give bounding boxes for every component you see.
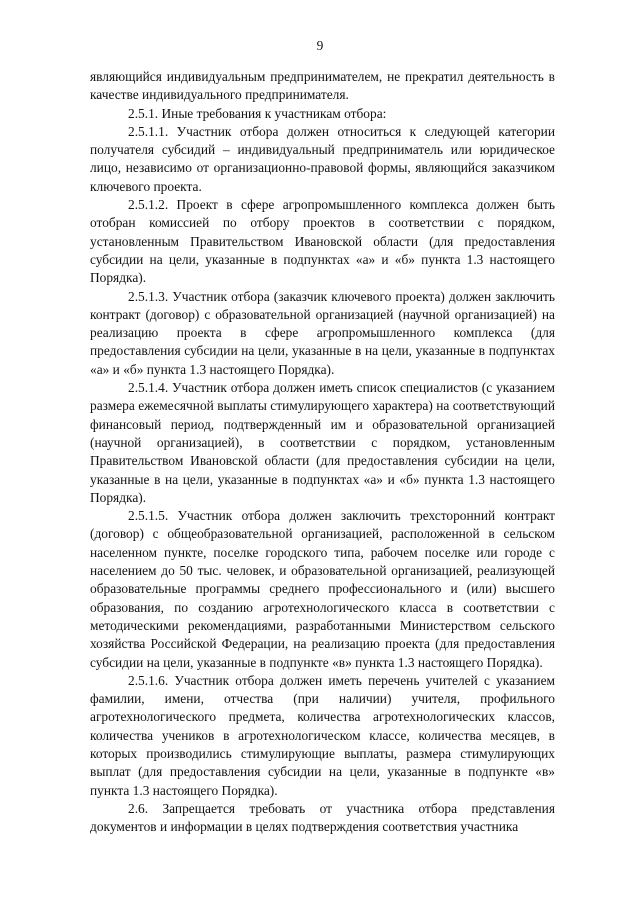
- paragraph-2-6: 2.6. Запрещается требовать от участника отбора представления документов и информации в целях подтверждения соответствия участника: [90, 800, 555, 835]
- paragraph-2-5-1-1: 2.5.1.1. Участник отбора должен относиться к следующей категории получателя субсидий – индивидуальный предприниматель или юридическое лицо, независимо от организационно-правовой формы, являющийся заказчиком ключевого проекта.: [90, 123, 555, 194]
- paragraph-2-5-1-2: 2.5.1.2. Проект в сфере агропромышленного комплекса должен быть отобран комиссией по отбору проектов в соответствии с порядком, установленным Правительством Ивановской области (для предоставления субсидии на цели, указанные в подпунктах «а» и «б» пункта 1.3 настоящего Порядка).: [90, 197, 555, 286]
- paragraph-2-5-1-5: 2.5.1.5. Участник отбора должен заключить трехсторонний контракт (договор) с общеобразовательной организацией, расположенной в сельском населенном пункте, поселке городского типа, рабочем поселке или городе с населением до 50 тыс. человек, и образовательной организацией, реализующей образовательные программы среднего профессионального и (или) высшего образования, по созданию агротехнологического класса в соответствии с методическими рекомендациями, разработанными Министерством сельского хозяйства Российской Федерации, на реализацию проекта (для предоставления субсидии на цели, указанные в подпункте «в» пункта 1.3 настоящего Порядка).: [90, 508, 555, 670]
- paragraph-2-5-1-3: 2.5.1.3. Участник отбора (заказчик ключевого проекта) должен заключить контракт (договор) с образовательной организацией (научной организацией) на реализацию проекта в сфере агропромышленного комплекса (для предоставления субсидии на цели, указанные в на цели, указанные в подпунктах «а» и «б» пункта 1.3 настоящего Порядка).: [90, 288, 555, 377]
- paragraph-2-5-1: 2.5.1. Иные требования к участникам отбора:: [128, 105, 387, 121]
- page-number: 9: [316, 38, 324, 53]
- paragraph-2-5-1-6: 2.5.1.6. Участник отбора должен иметь перечень учителей с указанием фамилии, имени, отчества (при наличии) учителя, профильного агротехнологического предмета, количества агротехнологических классов, количества учеников в агротехнологическом классе, количества месяцев, в которых производились стимулирующие выплаты, размера стимулирующих выплат (для предоставления субсидии на цели, указанные в подпункте «в» пункта 1.3 настоящего Порядка).: [90, 672, 555, 798]
- document-body: [90, 68, 555, 836]
- paragraph-2-5-1-4: 2.5.1.4. Участник отбора должен иметь список специалистов (с указанием размера ежемесячной выплаты стимулирующего характера) на соответствующий финансовый период, подтвержденный им и образовательной организацией (научной организацией), в соответствии с порядком, установленным Правительством Ивановской области (для предоставления субсидии на цели, указанные в на цели, указанные в подпунктах «а» и «б» пункта 1.3 настоящего Порядка).: [90, 380, 555, 505]
- paragraph-continuation: являющийся индивидуальным предпринимателем, не прекратил деятельность в качестве индивидуального предпринимателя.: [90, 69, 555, 103]
